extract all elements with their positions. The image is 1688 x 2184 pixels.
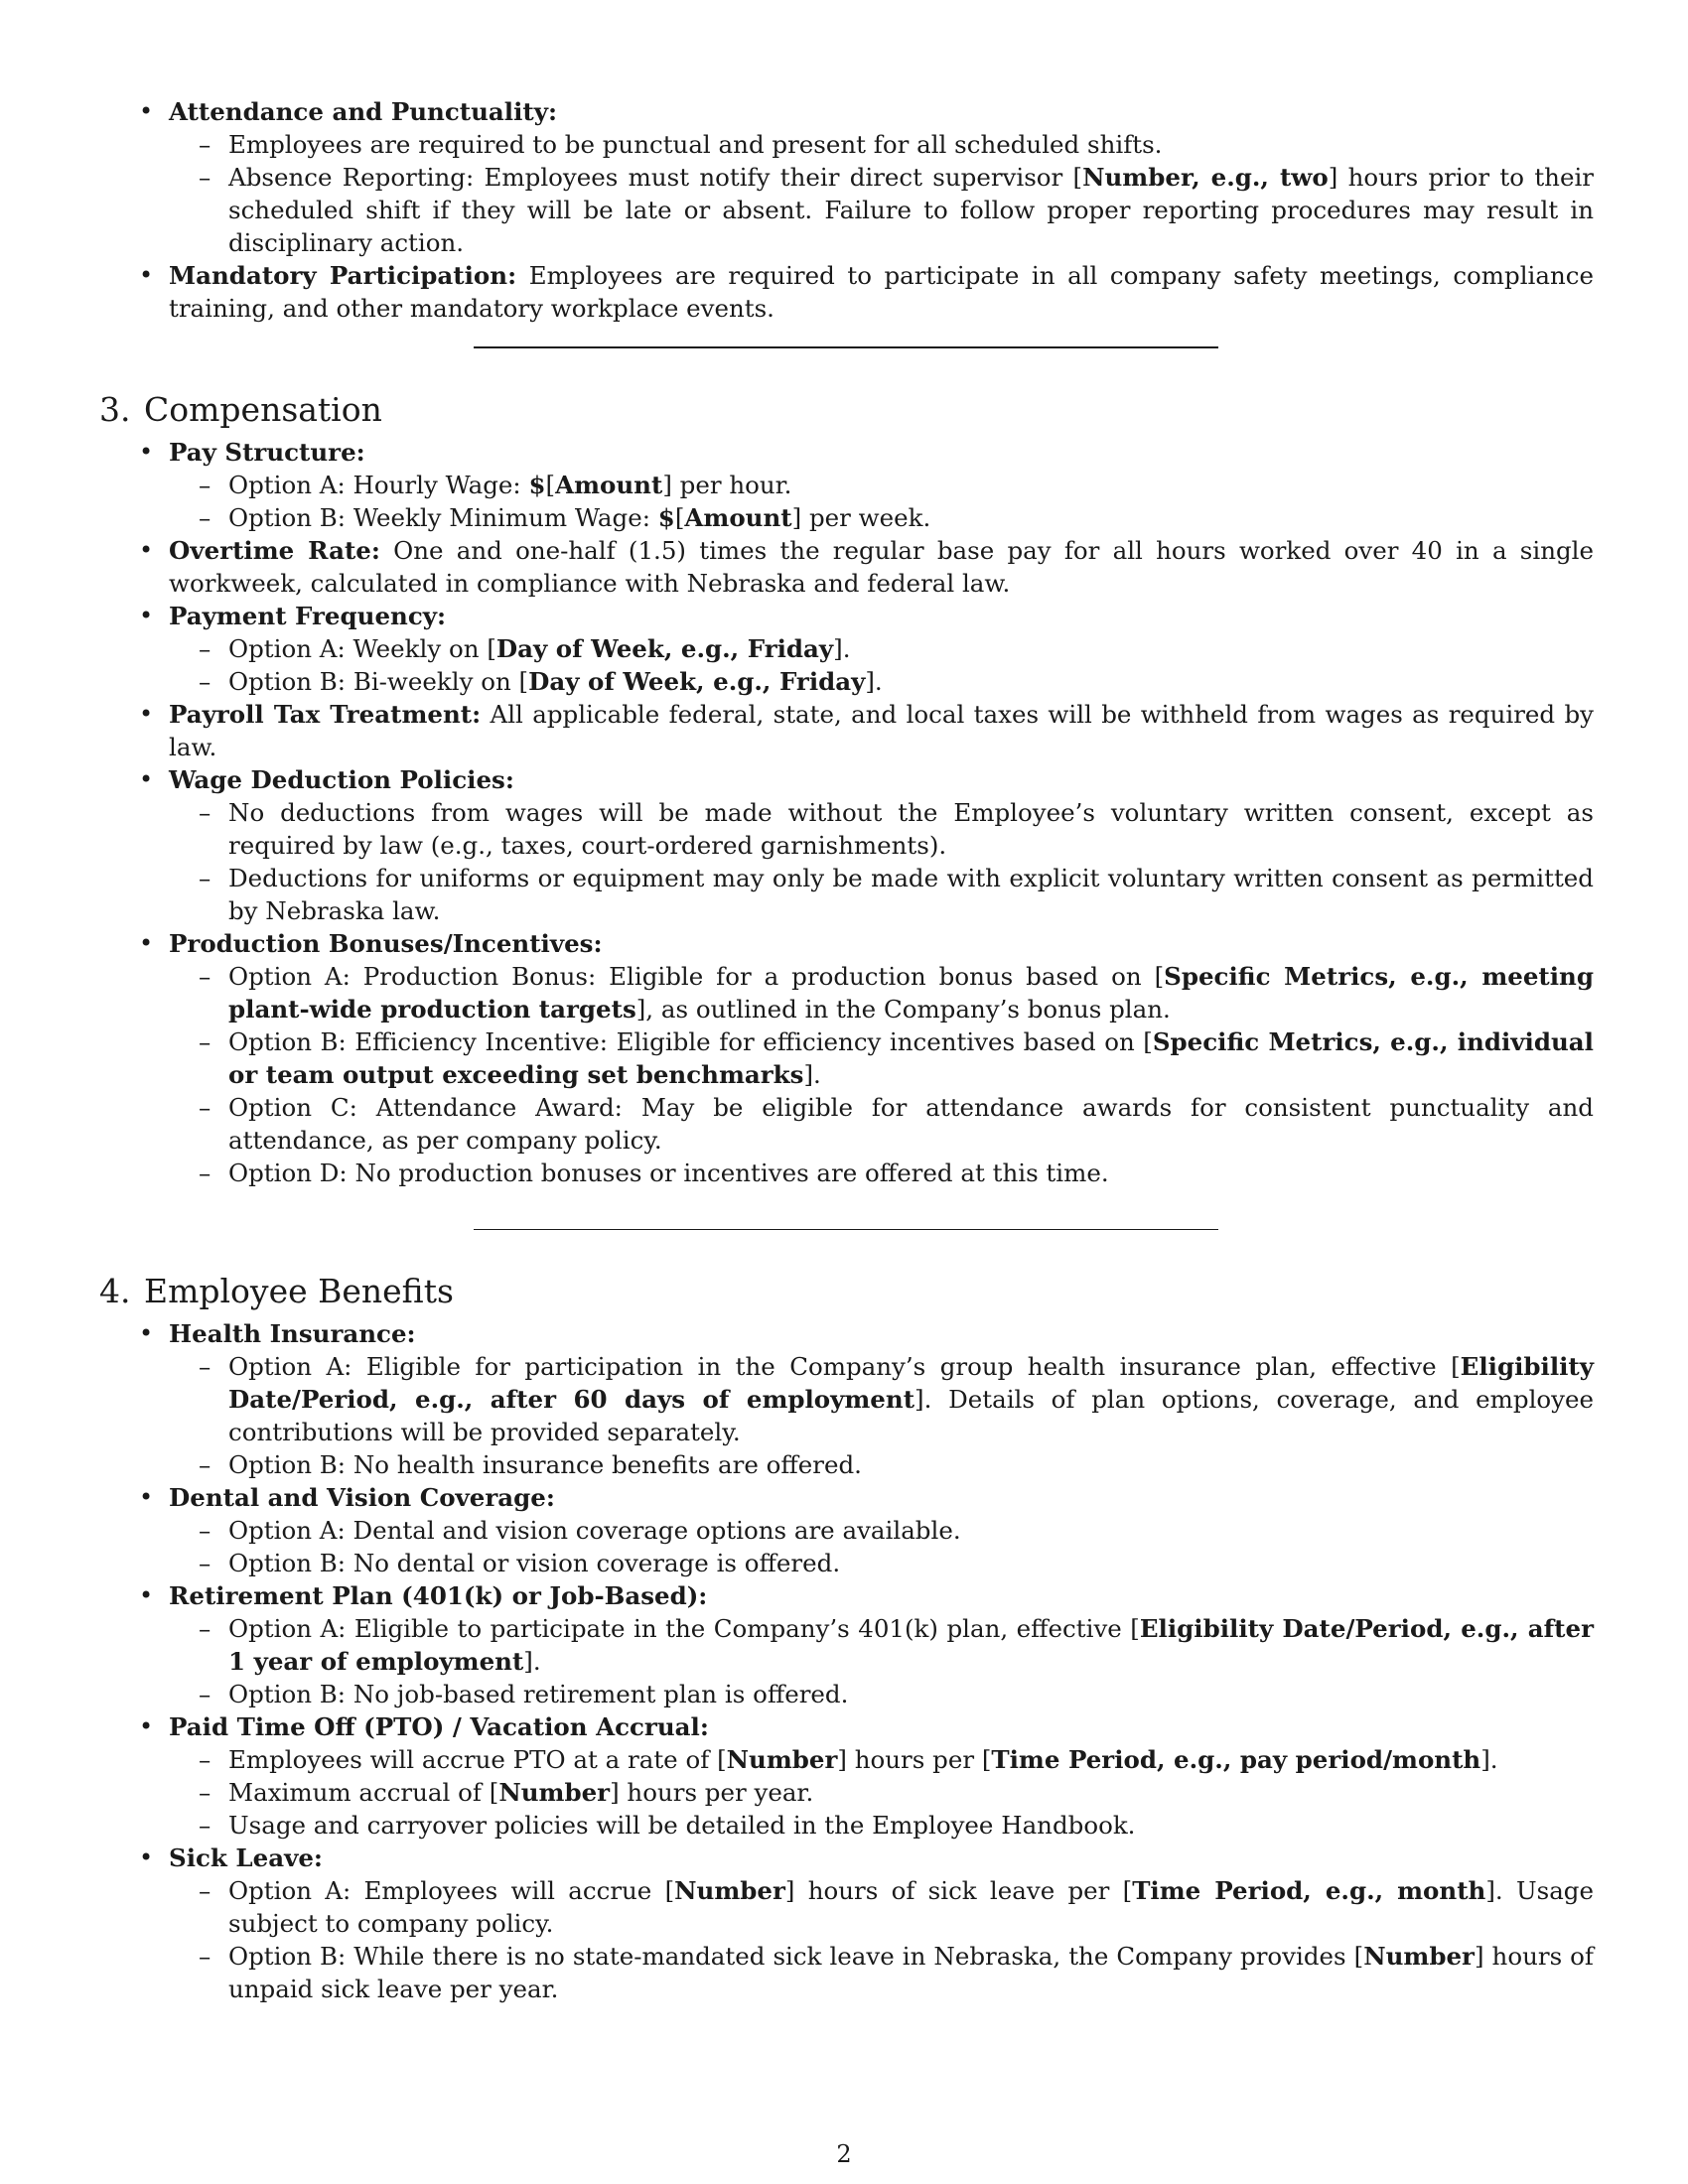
placeholder: Time Period, e.g., pay period/month — [991, 1745, 1481, 1774]
item-title: Attendance and Punctuality: — [169, 97, 557, 126]
placeholder: Number — [498, 1778, 611, 1807]
text: Absence Reporting: Employees must notify their direct supervisor [ — [228, 163, 1083, 192]
text: Deductions for uniforms or equipment may only be made with explicit voluntary written consent as permitted by Nebraska law. — [228, 864, 1594, 925]
section-title: Compensation — [144, 390, 382, 429]
list-item-payment-frequency: • Payment Frequency: – Option A: Weekly on [Day of Week, e.g., Friday]. – Option B: Bi-weekly on [Day of Week, e.g., Friday]. — [99, 600, 1594, 698]
section-number: 3. — [99, 390, 131, 429]
text: ]. — [1480, 1745, 1498, 1774]
list-item-payroll-tax: • Payroll Tax Treatment: All applicable federal, state, and local taxes will be withheld from wages as required by law. — [139, 700, 1594, 761]
text: $ — [528, 471, 546, 499]
sub-item-text: Employees are required to be punctual and present for all scheduled shifts. — [228, 130, 1163, 159]
sub-item: – Option A: Production Bonus: Eligible for a production bonus based on [Specific Metrics, e.g., meeting plant-wide production targets], as outlined in the Company’s bonus plan. — [199, 962, 1594, 1024]
placeholder: Time Period, e.g., month — [1132, 1876, 1486, 1905]
text: ]. — [865, 667, 883, 696]
sub-item: – Option A: Dental and vision coverage options are available. — [199, 1516, 961, 1545]
sub-item: – Option B: Weekly Minimum Wage: $[Amount] per week. — [199, 503, 931, 532]
list-item-attendance — [99, 95, 1594, 259]
sub-item: – Option B: No job-based retirement plan is offered. — [199, 1680, 849, 1708]
placeholder: Eligibility Date/Period, e.g., after 1 year of employment — [228, 1614, 1594, 1676]
sub-item: – Deductions for uniforms or equipment may only be made with explicit voluntary written consent as permitted by Nebraska law. — [199, 864, 1594, 925]
item-title: Payment Frequency: — [169, 602, 447, 630]
text: [ — [674, 503, 685, 532]
text: $ — [657, 503, 675, 532]
sub-item: – No deductions from wages will be made without the Employee’s voluntary written consent, except as required by law (e.g., taxes, court-ordered garnishments). — [199, 798, 1594, 860]
sub-item: – Option C: Attendance Award: May be eligible for attendance awards for consistent punctuality and attendance, as per company policy. — [199, 1093, 1594, 1155]
text: Option B: No health insurance benefits are offered. — [228, 1450, 862, 1479]
sub-item: – Option D: No production bonuses or incentives are offered at this time. — [199, 1159, 1109, 1187]
text: Option A: Eligible for participation in the Company’s group health insurance plan, effective [ — [228, 1352, 1461, 1381]
sub-item: – Option A: Weekly on [Day of Week, e.g., Friday]. — [199, 634, 851, 663]
text: ] hours of sick leave per [ — [784, 1876, 1133, 1905]
placeholder: Amount — [684, 503, 792, 532]
text: ] hours prior to their scheduled shift if they will be late or absent. Failure to follow proper reporting procedures may result in disciplinary action. — [228, 163, 1594, 257]
placeholder: Eligibility Date/Period, e.g., after 60 days of employment — [228, 1352, 1594, 1414]
text: Option B: No dental or vision coverage is offered. — [228, 1549, 841, 1577]
sub-item: – Option B: Efficiency Incentive: Eligible for efficiency incentives based on [Specific Metrics, e.g., individual or team output exceeding set benchmarks]. — [199, 1027, 1594, 1089]
bullet: • — [139, 97, 154, 125]
text: ] hours per [ — [837, 1745, 992, 1774]
list-item-pto: • Paid Time Off (PTO) / Vacation Accrual: – Employees will accrue PTO at a rate of [Number] hours per [Time Period, e.g., pay period/month]. – Maximum accrual of [Number] hours per year. – Usage and carryover policies will be detailed in the Employee Handbook. — [99, 1710, 1594, 1842]
text: ]. — [803, 1060, 821, 1089]
list-item-overtime: • Overtime Rate: One and one-half (1.5) times the regular base pay for all hours worked over 40 in a single workweek, calculated in compliance with Nebraska and federal law. — [139, 536, 1594, 598]
section-heading — [99, 388, 1594, 432]
list-item-wage-deduction: • Wage Deduction Policies: – No deductions from wages will be made without the Employee’s voluntary written consent, except as required by law (e.g., taxes, court-ordered garnishments). – Deductions for uniforms or equipment may only be made with explicit voluntary written consent as permitted by Nebraska law. — [139, 765, 1594, 925]
placeholder: Specific Metrics, e.g., individual or team output exceeding set benchmarks — [228, 1027, 1594, 1089]
item-title: Paid Time Off (PTO) / Vacation Accrual: — [169, 1712, 709, 1741]
list-item-dental: • Dental and Vision Coverage: – Option A: Dental and vision coverage options are available. – Option B: No dental or vision coverage is offered. — [99, 1481, 1594, 1579]
text: [ — [545, 471, 556, 499]
placeholder: Specific Metrics, e.g., meeting plant-wide production targets — [228, 962, 1594, 1024]
list-item-health: • Health Insurance: – Option A: Eligible for participation in the Company’s group health insurance plan, effective [Eligibility Date/Period, e.g., after 60 days of employment]. Details of plan options, coverage, and employee contributions will be provided separately. – Option B: No health insurance benefits are offered. — [139, 1319, 1594, 1479]
placeholder: Number — [726, 1745, 838, 1774]
text: No deductions from wages will be made without the Employee’s voluntary written consent, except as required by law (e.g., taxes, court-ordered garnishments). — [228, 798, 1594, 860]
item-title: Dental and Vision Coverage: — [169, 1483, 555, 1512]
text: Option A: Eligible to participate in the Company’s 401(k) plan, effective [ — [228, 1614, 1140, 1643]
bullet: • — [139, 261, 154, 289]
sub-item: – Employees will accrue PTO at a rate of [Number] hours per [Time Period, e.g., pay period/month]. — [199, 1745, 1498, 1774]
section-title: Employee Benefits — [144, 1272, 454, 1310]
item-text: All applicable federal, state, and local taxes will be withheld from wages as required by law. — [169, 700, 1594, 761]
placeholder: Number — [674, 1876, 785, 1905]
item-title: Mandatory Participation: — [169, 261, 517, 290]
sub-item: – Employees are required to be punctual and present for all scheduled shifts. — [199, 130, 1163, 159]
text: Option B: Bi-weekly on [ — [228, 667, 529, 696]
sub-item: – Option B: Bi-weekly on [Day of Week, e.g., Friday]. — [199, 667, 883, 696]
text: Option B: No job-based retirement plan is offered. — [228, 1680, 849, 1708]
text: Option A: Employees will accrue [ — [228, 1876, 675, 1905]
text: Employees will accrue PTO at a rate of [ — [228, 1745, 727, 1774]
page-number: 2 — [836, 2140, 852, 2168]
text: ]. — [833, 634, 851, 663]
text: Option C: Attendance Award: May be eligible for attendance awards for consistent punctuality and attendance, as per company policy. — [228, 1093, 1594, 1155]
section-divider — [474, 1229, 1218, 1230]
text: Option B: Efficiency Incentive: Eligible for efficiency incentives based on [ — [228, 1027, 1153, 1056]
sub-item: – Option A: Employees will accrue [Number] hours of sick leave per [Time Period, e.g., month]. Usage subject to company policy. — [199, 1876, 1594, 1938]
text: ]. Details of plan options, coverage, and employee contributions will be provided separately. — [228, 1385, 1594, 1446]
text: ], as outlined in the Company’s bonus plan. — [635, 995, 1171, 1024]
item-title: Overtime Rate: — [169, 536, 380, 565]
sub-item: – Option A: Eligible for participation in the Company’s group health insurance plan, effective [Eligibility Date/Period, e.g., after 60 days of employment]. Details of plan options, coverage, and employee contributions will be provided separately. — [199, 1352, 1594, 1446]
item-title: Production Bonuses/Incentives: — [169, 929, 603, 958]
item-title: Pay Structure: — [169, 438, 365, 467]
placeholder: Day of Week, e.g., Friday — [528, 667, 866, 696]
text: Usage and carryover policies will be detailed in the Employee Handbook. — [228, 1811, 1136, 1840]
sub-item: – Option B: While there is no state-mandated sick leave in Nebraska, the Company provides [Number] hours of unpaid sick leave per year. — [199, 1942, 1595, 2003]
text: Option A: Hourly Wage: — [228, 471, 529, 499]
section-heading — [99, 1270, 1594, 1313]
sub-item: – Option A: Eligible to participate in the Company’s 401(k) plan, effective [Eligibility Date/Period, e.g., after 1 year of employment]. — [199, 1614, 1594, 1676]
placeholder: Number — [1363, 1942, 1475, 1971]
text: ] hours per year. — [610, 1778, 814, 1807]
item-title: Retirement Plan (401(k) or Job-Based): — [169, 1581, 708, 1610]
document-page — [99, 95, 1594, 2005]
text: ] per hour. — [662, 471, 792, 499]
text: Option A: Production Bonus: Eligible for a production bonus based on [ — [228, 962, 1165, 991]
list-item-sick-leave: • Sick Leave: – Option A: Employees will accrue [Number] hours of sick leave per [Time Period, e.g., month]. Usage subject to company policy. – Option B: While there is no state-mandated sick leave in Nebraska, the Company provides [Number] hours of unpaid sick leave per year. — [139, 1843, 1595, 2003]
sub-item: – Option B: No dental or vision coverage is offered. — [199, 1549, 841, 1577]
sub-item: – Maximum accrual of [Number] hours per year. — [199, 1778, 814, 1807]
item-title: Payroll Tax Treatment: — [169, 700, 482, 729]
section-divider — [474, 346, 1218, 348]
sub-item: – Option A: Hourly Wage: $[Amount] per hour. — [199, 471, 792, 499]
list-item-bonuses: • Production Bonuses/Incentives: – Option A: Production Bonus: Eligible for a production bonus based on [Specific Metrics, e.g., meeting plant-wide production targets], as outlined in the Company’s bonus plan. – Option B: Efficiency Incentive: Eligible for efficiency incentives based on [Specific Metrics, e.g., individual or team output exceeding set benchmarks]. – Option C: Attendance Award: May be eligible for attendance awards for consistent punctuality and attendance, as per company policy. – Option D: No production bonuses or incentives are offered at this time. — [139, 929, 1594, 1187]
text: Maximum accrual of [ — [228, 1778, 499, 1807]
sub-item: – Usage and carryover policies will be detailed in the Employee Handbook. — [199, 1811, 1136, 1840]
text: ] hours of unpaid sick leave per year. — [228, 1942, 1595, 2003]
placeholder: Amount — [555, 471, 663, 499]
item-title: Wage Deduction Policies: — [169, 765, 514, 794]
text: Option B: While there is no state-mandated sick leave in Nebraska, the Company provides [ — [228, 1942, 1364, 1971]
item-text: One and one-half (1.5) times the regular base pay for all hours worked over 40 in a single workweek, calculated in compliance with Nebraska and federal law. — [169, 536, 1594, 598]
list-item-mandatory — [99, 259, 1594, 325]
text: ]. Usage subject to company policy. — [228, 1876, 1594, 1938]
sub-item: – Option B: No health insurance benefits are offered. — [199, 1450, 862, 1479]
text: Option A: Dental and vision coverage options are available. — [228, 1516, 961, 1545]
list-item-pay-structure: • Pay Structure: – Option A: Hourly Wage: $[Amount] per hour. – Option B: Weekly Minimum Wage: $[Amount] per week. — [99, 436, 1594, 534]
sub-item: – Absence Reporting: Employees must notify their direct supervisor [Number, e.g., two] hours prior to their scheduled shift if they will be late or absent. Failure to follow proper reporting procedures may result in disciplinary action. — [199, 163, 1594, 257]
text: Option B: Weekly Minimum Wage: — [228, 503, 658, 532]
placeholder: Day of Week, e.g., Friday — [495, 634, 834, 663]
section-number: 4. — [99, 1272, 131, 1310]
item-title: Sick Leave: — [169, 1843, 323, 1872]
text: Option D: No production bonuses or incentives are offered at this time. — [228, 1159, 1109, 1187]
list-item-retirement: • Retirement Plan (401(k) or Job-Based): – Option A: Eligible to participate in the Company’s 401(k) plan, effective [Eligibility Date/Period, e.g., after 1 year of employment]. – Option B: No job-based retirement plan is offered. — [139, 1581, 1594, 1708]
item-title: Health Insurance: — [169, 1319, 416, 1348]
item-text: Employees are required to participate in all company safety meetings, compliance training, and other mandatory workplace events. — [169, 261, 1594, 323]
text: ]. — [523, 1647, 541, 1676]
text: Option A: Weekly on [ — [228, 634, 496, 663]
placeholder: Number, e.g., two — [1082, 163, 1329, 192]
text: ] per week. — [791, 503, 931, 532]
